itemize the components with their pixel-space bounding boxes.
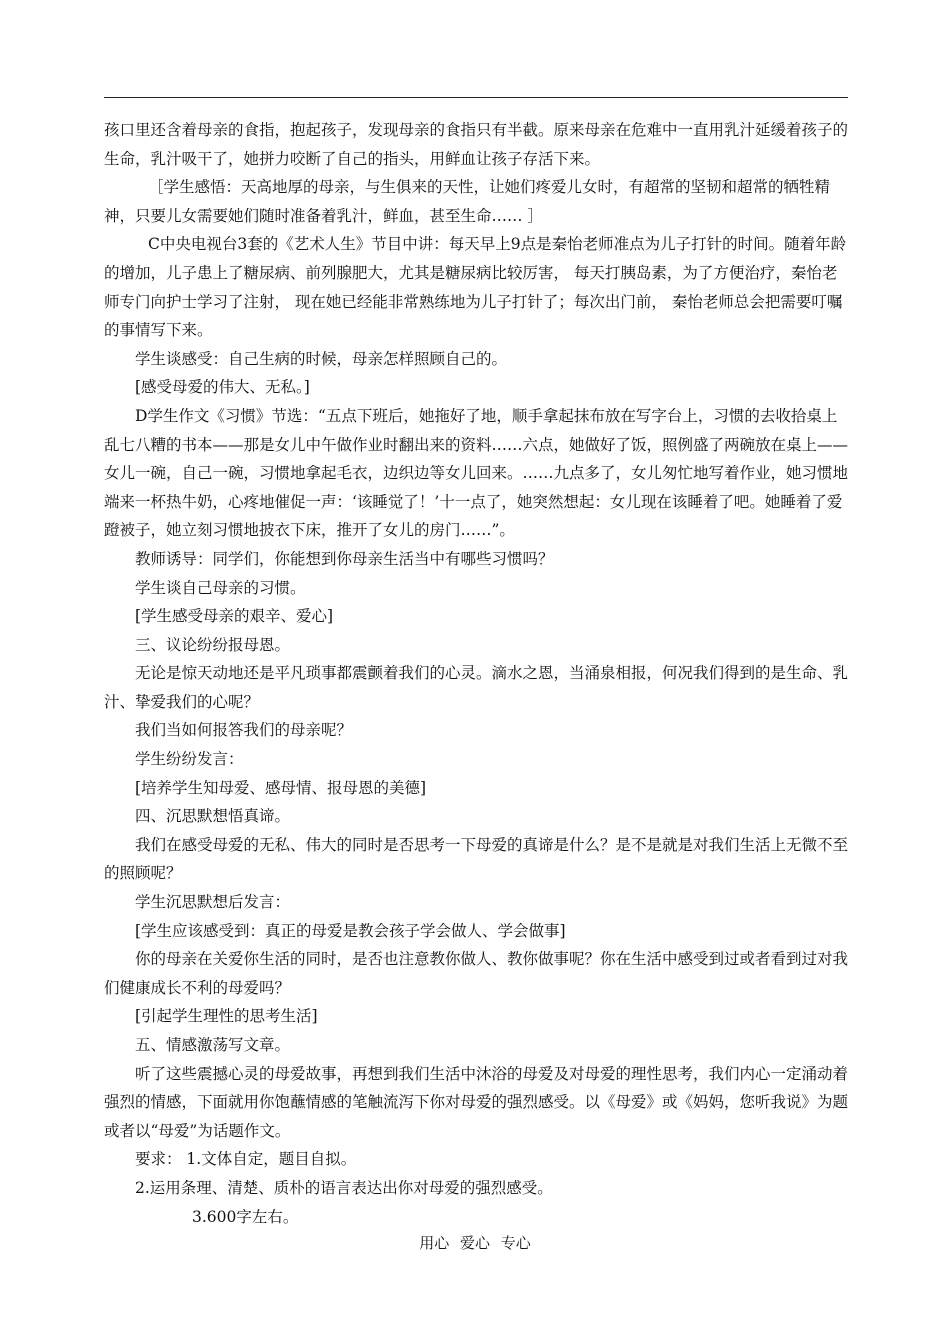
paragraph: 四、沉思默想悟真谛。: [135, 807, 291, 826]
paragraph: 学生沉思默想后发言：: [135, 893, 291, 912]
paragraph: 2.运用条理、清楚、质朴的语言表达出你对母爱的强烈感受。: [135, 1178, 553, 1197]
paragraph: 学生谈感受：自己生病的时候，母亲怎样照顾自己的。: [135, 349, 508, 368]
paragraph: [引起学生理性的思考生活]: [135, 1007, 318, 1026]
page-footer: 用心 爱心 专心: [419, 1234, 531, 1252]
paragraph: C中央电视台3套的《艺术人生》节目中讲：每天早上9点是秦怡老师准点为儿子打针的时间。随着年龄的增加，儿子患上了糖尿病、前列腺肥大，尤其是糖尿病比较厉害， 每天打胰岛素，为了方便治疗，秦怡老师专门向护士学习了注射， 现在她已经能非常熟练地为儿子打针了；每次出门前， 秦怡老师总会把需要叮嘱的事情写下来。: [104, 235, 847, 340]
paragraph: 无论是惊天动地还是平凡琐事都震颤着我们的心灵。滴水之恩，当涌泉相报，何况我们得到的是生命、乳汁、挚爱我们的心呢？: [104, 664, 849, 711]
paragraph: D学生作文《习惯》节选：“五点下班后，她拖好了地，顺手拿起抹布放在写字台上，习惯的去收拾桌上乱七八糟的书本——那是女儿中午做作业时翻出来的资料……六点，她做好了饭，照例盛了两碗放在桌上——女儿一碗，自己一碗，习惯地拿起毛衣，边织边等女儿回来。……九点多了，女儿匆忙地写着作业，她习惯地端来一杯热牛奶，心疼地催促一声：‘该睡觉了！’十一点了，她突然想起：女儿现在该睡着了吧。她睡着了爱蹬被子，她立刻习惯地披衣下床，推开了女儿的房门……”。: [104, 406, 849, 540]
paragraph: 三、议论纷纷报母恩。: [135, 635, 291, 654]
paragraph: [学生应该感受到：真正的母爱是教会孩子学会做人、学会做事]: [135, 921, 566, 940]
paragraph: 听了这些震撼心灵的母爱故事，再想到我们生活中沐浴的母爱及对母爱的理性思考，我们内心一定涌动着强烈的情感，下面就用你饱蘸情感的笔触流泻下你对母爱的强烈感受。以《母爱》或《妈妈，您听我说》为题或者以“母爱”为话题作文。: [104, 1064, 849, 1140]
paragraph: [学生感受母亲的艰辛、爱心]: [135, 607, 334, 626]
paragraph: 学生纷纷发言：: [135, 750, 244, 769]
document-body: [104, 116, 848, 1231]
paragraph: 你的母亲在关爱你生活的同时，是否也注意教你做人、教你做事呢？你在生活中感受到过或者看到过对我们健康成长不利的母爱吗？: [104, 950, 849, 997]
paragraph: 孩口里还含着母亲的食指，抱起孩子，发现母亲的食指只有半截。原来母亲在危难中一直用乳汁延缓着孩子的生命，乳汁吸干了，她拼力咬断了自己的指头，用鲜血让孩子存活下来。: [104, 121, 849, 168]
paragraph: 五、情感激荡写文章。: [135, 1036, 291, 1054]
paragraph: 我们当如何报答我们的母亲呢？: [135, 721, 353, 740]
paragraph: ［学生感悟：天高地厚的母亲，与生俱来的天性，让她们疼爱儿女时，有超常的坚韧和超常的牺牲精神，只要儿女需要她们随时准备着乳汁，鲜血，甚至生命…… ］: [104, 178, 831, 225]
paragraph: 我们在感受母爱的无私、伟大的同时是否思考一下母爱的真谛是什么？是不是就是对我们生活上无微不至的照顾呢？: [104, 835, 849, 883]
paragraph: [感受母爱的伟大、无私。]: [135, 378, 310, 397]
paragraph: 3.600字左右。: [192, 1207, 299, 1226]
paragraph: 学生谈自己母亲的习惯。: [135, 578, 306, 597]
header-rule: [104, 97, 848, 98]
paragraph: 教师诱导：同学们，你能想到你母亲生活当中有哪些习惯吗？: [135, 549, 554, 568]
paragraph: 要求： 1.文体自定，题目自拟。: [135, 1150, 357, 1169]
paragraph: [培养学生知母爱、感母情、报母恩的美德]: [135, 778, 427, 797]
